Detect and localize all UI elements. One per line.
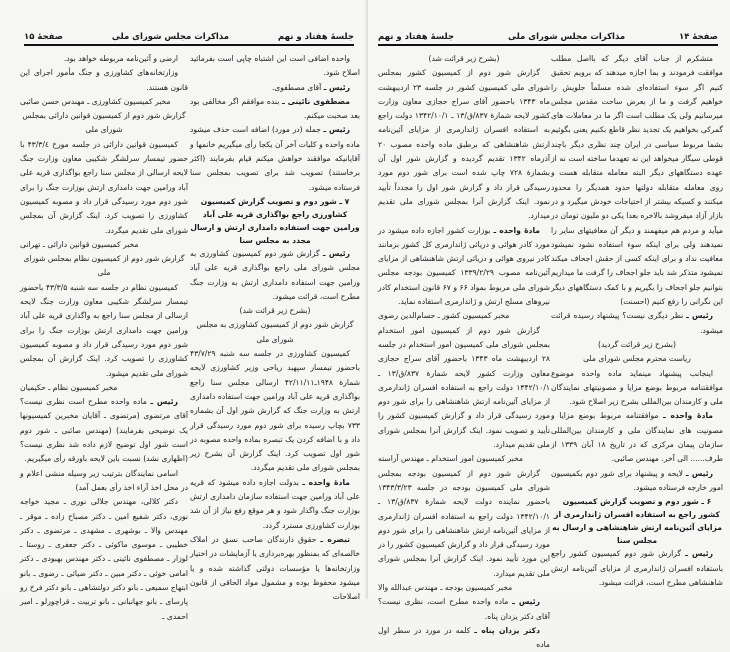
header-session: جلسهٔ هفتاد و نهم	[378, 32, 455, 42]
rapporteur-signature: مخبر کمیسیون امور استخدام ـ مهندس آراسته	[378, 454, 523, 464]
speaker-text: حقوق دارندگان صاحب نسق در املاک خالصه‌ای که بمنظور بهره‌برداری یا آزمایشات در اختیار وزارتخانه‌ها یا مؤسسات دولتی گذاشته شده و یا میشود محفوظ بوده و مشمول مواد الحاقی از قانون اصلاحات	[190, 534, 360, 602]
centered-line: گزارش شور دوم از کمیسیون نظام بمجلس شورای ملی	[23, 254, 185, 278]
page-14	[368, 0, 730, 650]
speaker-text: ماده واحده مطرح است، نظری نیست؟ آقای دکتر یزدان پناه.	[378, 597, 550, 621]
speaker-paragraph	[378, 224, 550, 310]
column-right	[190, 52, 360, 604]
speaker-text: آقای مصطفوی.	[271, 82, 322, 92]
speaker-text: گزارش شور دوم کمیسیون کشور راجع باستفاده افسران ژاندارمری از مزایای آئین‌نامه ارتش شاهنشاهی مطرح است، قرائت میشود.	[551, 549, 723, 587]
paragraph: اینجانب پیشنهاد مینماید ماده واحده موضوع موافقتنامه مربوط بوضع مزایا و مصونیتهای نمایندگان ملی و کارمندان بین‌المللی بشرح زیر اصلاح شود.	[551, 368, 723, 407]
speaker-paragraph	[190, 476, 360, 533]
speaker-text: جمله (در مورد) اضافه است حذف میشود ماده واحده و کلیات آخر آن یکجا رأی میگیریم خانمها و آقایانیکه موافقند خواهش میکنم قیام بفرمایند (اکثر برخاستند) تصویب شد برای تصویب بمجلس سنا فرستاده میشود.	[190, 125, 360, 192]
speaker-paragraph	[190, 533, 360, 604]
header-session: جلسهٔ هفتاد و نهم	[277, 32, 354, 42]
speaker-text: ماده واحده مطرح است نظری نیست؟ آقای مرتضوی (مرتضوی ـ آقایان مخبرین کمیسیونها یک توضیحی بفرمایند) (مهندس صائبی ـ شور دوم است شور اول توضیح لازم داده شد نظری نیست؟ (اظهاری نشد) نسبت باین لایحه باورقه رأی میگیریم.	[20, 397, 188, 464]
speaker-name: رئیس ـ	[150, 397, 178, 407]
speaker-text: بدولت اجازه داده میشود که قریه علی آباد ورامین جهت استفاده سازمان دامداری ارتش بوزارت جنگ واگذار شود و هر موقع رفع نیاز از آن شد بوزارت کشاورزی مسترد گردد.	[190, 477, 360, 530]
page-15	[0, 0, 368, 621]
paragraph: گزارش شور دوم از کمیسیون امور استخدام بمجلس شورای ملی کمیسیون امور استخدام در جلسه ۲۸ اردیبهشت ماه ۱۳۴۳ باحضور آقای سراج حجازی معاون وزارت کشور لایحه شمارهٔ ۸۳۷/ق/۱۳ ـ ۱۳۴۲/۱۰/۱ دولت راجع به استفاده افسران ژاندارمری از مزایای آئین‌نامه ارتش شاهنشاهی را برای شور دوم مورد رسیدگی قرار داد و گزارش کمیسیون کشور را تأیید و تصویب نمود. اینک گزارش آنرا بمجلس شورای ملی تقدیم میدارد.	[378, 325, 550, 450]
speaker-name: مادهٔ واحده ـ	[663, 411, 713, 421]
section-heading: ۶ ـ شور دوم و تصویب گزارش کمیسیون کشور راجع به استفاده افسران ژاندارمری از مزایای آئین‌نامه ارتش شاهنشاهی و ارسال به مجلس سنا	[552, 497, 722, 546]
centered-line: (بشرح زیر قرائت شد)	[428, 54, 500, 63]
rapporteur-signature: مخبر کمیسیون نظام ـ حکیمیان	[20, 382, 118, 392]
paragraph: گزارش شور دوم از کمیسیون کشور بمجلس شورای ملی کمیسیون کشور در جلسه ۲۳ اردیبهشت ماه ۱۳۴۳ باحضور آقای سراج حجازی معاون وزارت کشور لایحه شمارهٔ ۸۳۷/ق/۱۳ ـ ۱۳۴۲/۱۰/۱ دولت راجع به استفاده افسران ژاندارمری از مزایای آئین‌نامه ارتش شاهنشاهی که برطبق ماده واحده مصوب ۲۰ آذرماه ۱۳۴۲ تقدیم گردیده و گزارش شور اول آن بشمارهٔ ۷۲۸ چاپ شده است برای شور دوم مورد رسیدگی قرار داد و گزارش شور اول را مجدداً تأیید نمود. اینک گزارش آنرا بمجلس شورای ملی تقدیم میدارد.	[378, 68, 550, 221]
speaker-name: رئیس ـ	[686, 311, 714, 321]
centered-line: گزارش شور دوم از کمیسیون قوانین دارائی بمجلس شورای ملی	[22, 111, 186, 135]
paragraph: کمیسیون نظام در جلسه سه شنبه ۴۳/۳/۵ باحضور تیمسار سرلشگر شکیبی معاون وزارت جنگ لایحه ارسالی از مجلس سنا راجع به واگذاری قریه علی آباد ورامین جهت دامداری ارتش بوزارت جنگ را برای شور دوم مورد رسیدگی قرار داد و مصوبه کمیسیون کشاورزی را تصویب کرد. اینک گزارش آن بمجلس شورای ملی تقدیم میشود.	[20, 282, 188, 378]
column-left	[378, 52, 550, 652]
speaker-text: نظر دیگری نیست؟ پیشنهاد رسیده قرائت میشود.	[551, 311, 723, 335]
column-left	[20, 52, 188, 624]
speaker-paragraph	[190, 247, 360, 304]
page-header	[378, 28, 718, 46]
page-header	[24, 28, 354, 46]
speaker-text: بنده موافقم اگر مخالفی بود بعد صحبت میکنم.	[190, 96, 360, 121]
speaker-text: گزارش شور دوم کمیسیون کشاورزی به مجلس شورای ملی راجع بواگذاری قریه علی آباد ورامین جهت استفاده دامداری ارتش به وزارت جنگ مطرح است، قرائت میشود.	[190, 248, 360, 301]
rapporteur-signature: مخبر کمیسیون بودجه ـ مهندس عبدالله والا	[378, 582, 513, 592]
paragraph: ارضی و آئین‌نامه مربوطه خواهد بود.	[63, 54, 178, 63]
speaker-text: موافقتنامه مربوط بوضع مزایا و مصونیت های نمایندگان ملی و کارمندان بین‌المللی سازمان پیمان مرکزی که در تاریخ ۱۸ آبان ۱۳۳۹ از طرف...... الی آخر. مهندس صائبی.	[551, 411, 723, 464]
paragraph: متشکرم از جناب آقای دیگر که بااصل مطلب موافقت فرمودند و بما اجازه میدهند که برویم تحقیق کنیم اگر سوء استفاده‌ای شده مسلماً جلویش را خواهیم گرفت و ما از بعرض ساحت مقدس مجلس میرسانیم ولی یک مطلب است اگر ما در معاملات های گمرکی بخواهیم یک تجدید نظر قاطع بکنیم یعنی بگوئیم بشما مربوط سیاسی در ایران چند نظری دیگر باچند قوطی سیگار میخواهد این نه تعهدما ساخته است نه از عهده دستگاههای دیگر البته معامله متقابله هست و روی معامله متقابله دولتها حدود همدیگر را محدود میکنند و کسیکه بیشتر از احتیاجات خودش میگیرد و در بازار آزاد میفروشد بالاخره بعدا یکی دو ملیون تومان در میآید و مردم هم میفهمند و دیگر آن معافیتهای سایر را نمیدهند ولی برای اینکه سوء استفاده نشود نمیشود معافیت نداد و برای اینکه کسی از حقش اجحاف میکند نمیشود متذکر شد باید جلو اجحاف را گرفت ما میداریم بتوانیم جلو اجحاف را بگیریم و با کمک دستگاههای دیگر این نگرانی را رفع کنیم (احسنت)	[551, 54, 723, 307]
centered-line: ریاست محترم مجلس شورای ملی	[583, 354, 691, 364]
header-title: مذاکرات مجلس شورای ملی	[111, 32, 230, 42]
speaker-paragraph	[378, 595, 550, 624]
centered-line: (بشرح زیر قرائت شد)	[239, 306, 311, 316]
speaker-text: بوزارت کشور اجازه داده میشود در مورد کادر هوائی و دریائی ژاندارمری کل کشور بزمانند کادر نیروی هوائی و دریائی ارتش شاهنشاهی از مزایای آئین‌نامه مصوب ۱۳۳۹/۲/۲۹ کمیسیون بودجه مجلس شورای ملی مربوط بمواد ۶۶ و ۶۷ قانون استخدام کادر نیروهای مسلح ارتش و ژاندارمری استفاده نماید.	[378, 225, 550, 307]
paragraph: گزارش شور دوم از کمیسیون بودجه بمجلس شورای ملی کمیسیون بودجه در جلسه ۱۳۴۳/۳/۲۳ باحضور نماینده دولت لایحه شمارهٔ ۸۳۷/ق/۱۳ ـ ۱۳۴۲/۱۰/۱ دولت راجع به استفاده افسران ژاندارمری از مزایای آئین‌نامه ارتش شاهنشاهی را برای شور دوم مورد رسیدگی قرار داد و گزارش کمیسیون کشور را در این مورد تأیید نمود. اینک گزارش آنرا بمجلس شورای ملی تقدیم میدارد.	[378, 468, 550, 578]
speaker-paragraph	[20, 395, 188, 466]
header-page-number: صفحهٔ ۱۴	[679, 32, 718, 42]
speaker-paragraph	[190, 95, 360, 124]
centered-line: (بشرح زیر قرائت گردید)	[598, 339, 676, 349]
paragraph: کمیسیون کشاورزی در جلسه سه شنبه ۴۳/۷/۲۹ باحضور تیمسار سپهبد ریاحی وزیر کشاورزی لایحه شمارهٔ ۱۹۴۸ـ۴۲/۱۱/۱۱ ارسالی مجلس سنا راجع بواگذاری قریه علی آباد ورامین جهت استفاده دامداری ارتش به وزارت جنگ که گزارش شور اول آن بشماره ۷۳۳ بچاپ رسیده برای شور دوم مورد رسیدگی قرار داد و با اضافه کردن یک تبصره بماده واحده مصوبه در شور اول تصویب کرد. اینک گزارش آن بشرح زیر بمجلس شورای ملی تقدیم میگردد.	[190, 349, 360, 473]
speaker-paragraph	[551, 409, 723, 466]
centered-line: گزارش شور دوم از کمیسیون کشاورزی به مجلس شورای ملی	[196, 320, 354, 344]
header-page-number: صفحهٔ ۱۵	[24, 32, 63, 42]
speaker-name: تبصره ـ	[320, 534, 350, 544]
paragraph: دکتر کلالی، مهندس جلالی نوری ـ مجید خواجه نوری، دکتر شفیع امین ـ دکتر مصباح زاده ـ موقر ـ مهندس والا ـ بوشهری ـ مشهدی ـ مرتضوی ـ دکتر خطیبی ـ موسوی ماکوئی ـ دکتر جعفری ـ روستا ـ لوزار ـ مصطفوی نائینی ـ دکتر مهندس بهبودی ـ دکتر امامی خوئی ـ دکتر مبین ـ دکتر ضیائی ـ رضوی ـ بانو ابتهاج سمیعی ـ بانو دکتر دولتشاهی ـ بانو دکتر فرخ رو پارسای ـ بانو جهانبانی ـ بانو تربیت ـ قراچورلو ـ امیر احمدی ـ	[20, 497, 188, 621]
paragraph: وزارتخانه‌های کشاورزی و جنگ مأمور اجرای این قانون هستند.	[20, 68, 188, 92]
speaker-name: رئیس ـ	[512, 597, 540, 607]
paragraph: اسامی نمایندگان بترتیب زیر وسیله منشی اعلام و در محل اخذ آراء اخذ رأی بعمل آمد)	[20, 468, 188, 492]
speaker-paragraph	[551, 467, 723, 496]
speaker-name: مصطفوی نائینی ـ	[282, 96, 350, 106]
speaker-name: رئیس ـ	[686, 468, 713, 478]
speaker-paragraph	[190, 81, 360, 95]
rapporteur-signature: مخبر کمیسیون قوانین دارائی ـ تهرانی	[20, 239, 139, 249]
speaker-text: لایحه و پیشنهاد برای شور دوم بکمیسیون امور خارجه فرستاده میشود.	[551, 468, 723, 492]
header-title: مذاکرات مجلس شورای ملی	[507, 32, 626, 42]
paragraph: کمیسیون قوانین دارائی در جلسه مورخ ۴۳/۳/٤ با حضور تیمسار سرلشگر شکیبی معاون وزارت جنگ لایحه ارسالی از مجلس سنا راجع بواگذاری قریه علی آباد ورامین جهت دامداری ارتش بوزارت جنگ را برای شور دوم مورد رسیدگی قرار داد و مصوبه کمیسیون کشاورزی را تصویب کرد. اینک گزارش آن بمجلس شورای ملی تقدیم میگردد.	[20, 139, 188, 235]
section-heading: ۷ ـ شور دوم و تصویب گزارش کمیسیون کشاورزی راجع بواگذاری قریه علی آباد ورامین جهت استفاده دامداری ارتش و ارسال مجدد به مجلس سنا	[190, 196, 360, 245]
speaker-name: دکتر یزدان پناه ـ	[474, 625, 540, 635]
speaker-name: رئیس ـ	[323, 125, 350, 135]
speaker-name: رئیس ـ	[323, 82, 350, 92]
speaker-paragraph	[378, 624, 550, 652]
speaker-name: مادهٔ واحده ـ	[302, 477, 350, 487]
rapporteur-signature: مخبر کمیسیون کشور ـ حسام‌الدین رضوی	[378, 311, 510, 321]
speaker-paragraph	[190, 123, 360, 194]
column-right	[551, 52, 723, 590]
speaker-text: کلمه در مورد در سطر اول ماده	[378, 625, 550, 650]
rapporteur-signature: مخبر کمیسیون کشاورزی ـ مهندس حسن صائبی	[20, 96, 171, 106]
speaker-paragraph	[551, 309, 723, 338]
speaker-paragraph	[551, 547, 723, 590]
speaker-name: مادهٔ واحده ـ	[493, 225, 540, 235]
speaker-name: رئیس ـ	[322, 248, 350, 258]
speaker-name: رئیس ـ	[685, 549, 714, 559]
paragraph: واحده اضافی است این اشتباه چاپی است بفرمائید اصلاح شود.	[190, 54, 360, 78]
